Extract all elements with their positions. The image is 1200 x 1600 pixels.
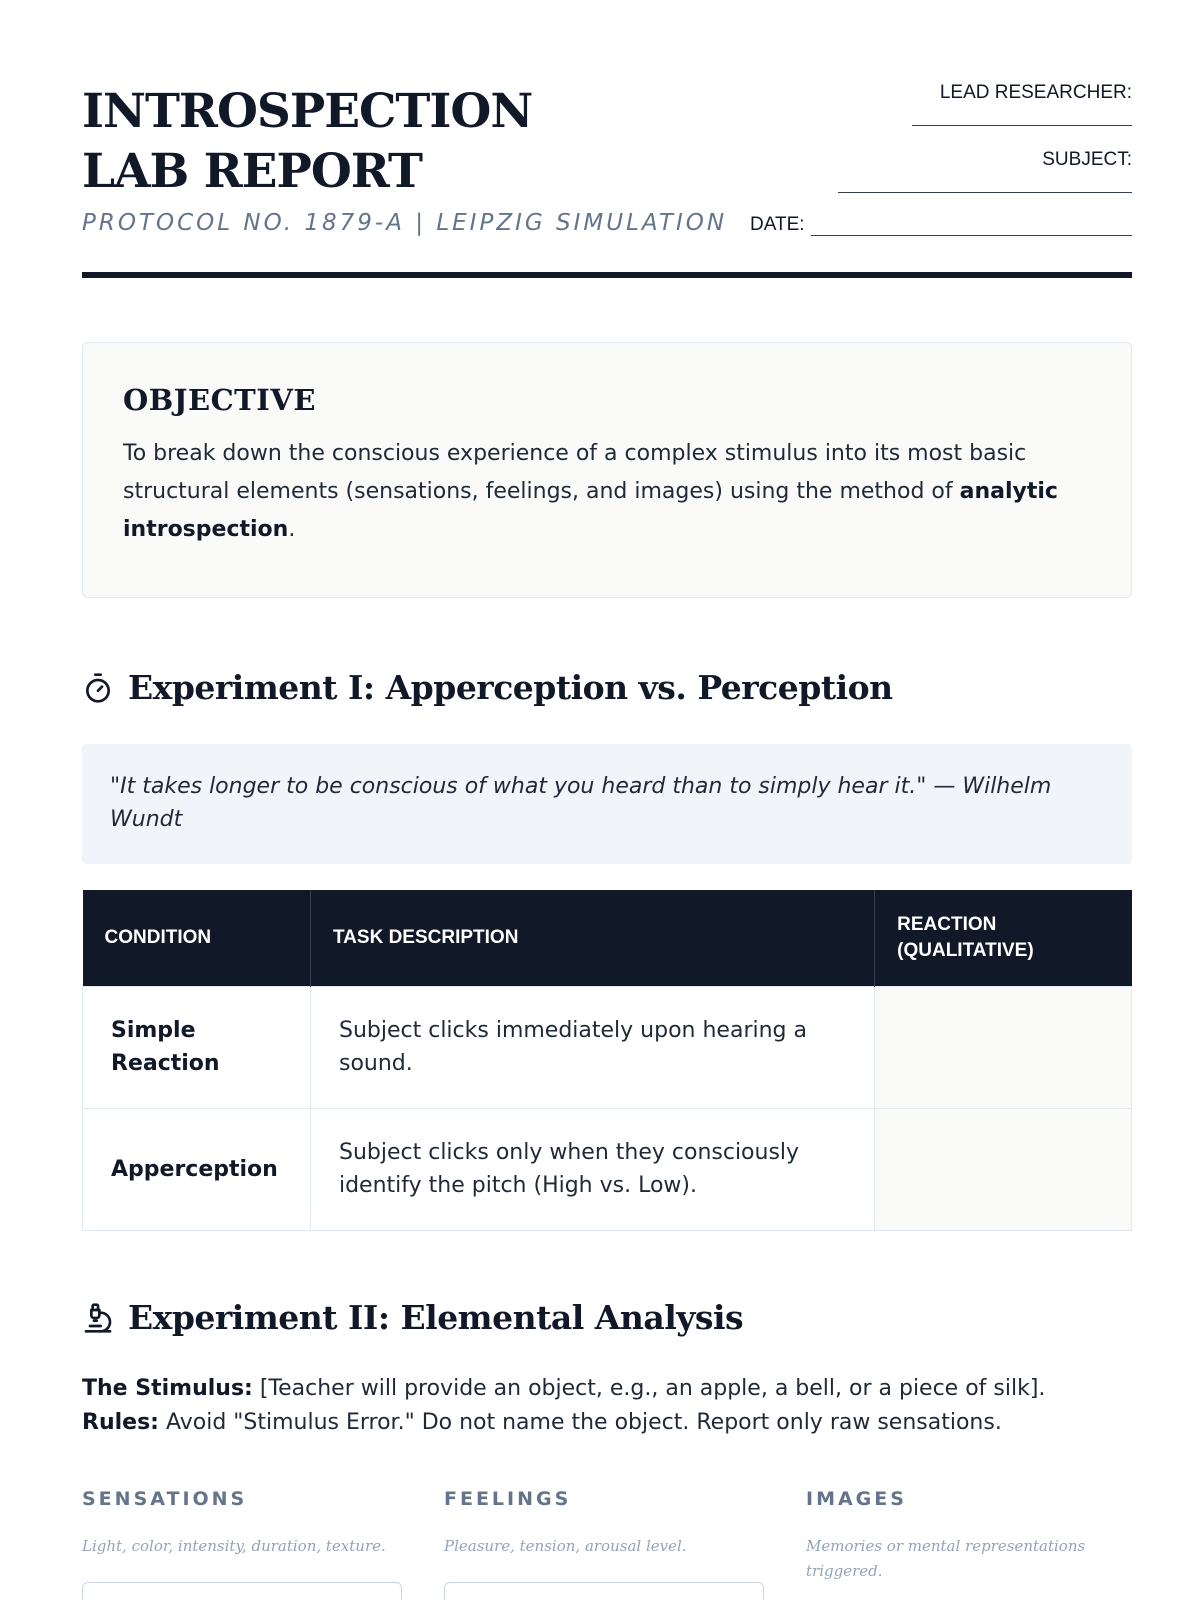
rules-text: Avoid "Stimulus Error." Do not name the object. Report only raw sensations. <box>158 1410 1002 1435</box>
feelings-column <box>444 1488 764 1584</box>
lead-researcher-field[interactable] <box>912 116 1132 126</box>
objective-text-emphasis: analytic introspection <box>123 479 1058 542</box>
analysis-columns <box>82 1488 1132 1600</box>
col-task-description: TASK DESCRIPTION <box>310 890 874 986</box>
table-row <box>83 1108 1132 1230</box>
images-heading: IMAGES <box>806 1488 907 1510</box>
reaction-input-cell[interactable] <box>875 1108 1132 1230</box>
condition-cell: Simple Reaction <box>83 986 311 1108</box>
report-title: INTROSPECTION LAB REPORT <box>82 84 533 199</box>
condition-cell: Apperception <box>83 1108 311 1230</box>
sensations-hint: Light, color, intensity, duration, texture. <box>82 1537 386 1555</box>
objective-heading: OBJECTIVE <box>123 383 316 417</box>
task-cell: Subject clicks immediately upon hearing a sound. <box>310 986 874 1108</box>
objective-box <box>82 342 1132 598</box>
microscope-icon <box>82 1302 114 1334</box>
stimulus-instructions <box>82 1372 1132 1440</box>
images-column <box>806 1488 1126 1584</box>
task-cell: Subject clicks only when they consciously identify the pitch (High vs. Low). <box>310 1108 874 1230</box>
lead-researcher-label: LEAD RESEARCHER: <box>939 82 1132 103</box>
subject-label: SUBJECT: <box>1042 149 1132 170</box>
col-reaction: REACTION (QUALITATIVE) <box>875 890 1132 986</box>
sensations-column <box>82 1488 402 1584</box>
table-header-row <box>83 890 1132 986</box>
stimulus-line <box>82 1372 1132 1406</box>
stimulus-text: [Teacher will provide an object, e.g., an apple, a bell, or a piece of silk]. <box>252 1376 1046 1401</box>
feelings-heading: FEELINGS <box>444 1488 572 1510</box>
objective-text-part: To break down the conscious experience of a complex stimulus into its most basic structural elements (sensations, feelings, and images) using the method of <box>123 441 1027 504</box>
experiment1-table <box>82 890 1132 1231</box>
feelings-input[interactable] <box>444 1582 764 1600</box>
table-row <box>83 986 1132 1108</box>
experiment1-title <box>82 668 893 707</box>
stimulus-label: The Stimulus: <box>82 1376 253 1401</box>
subject-field[interactable] <box>838 183 1132 193</box>
date-field[interactable] <box>811 222 1132 236</box>
images-hint: Memories or mental representations triggered. <box>806 1537 1086 1580</box>
feelings-hint: Pleasure, tension, arousal level. <box>444 1537 687 1555</box>
stopwatch-icon <box>82 672 114 704</box>
experiment2-title-text: Experiment II: Elemental Analysis <box>128 1298 744 1337</box>
objective-text <box>123 435 1091 549</box>
report-header <box>82 82 1132 278</box>
col-condition: CONDITION <box>83 890 311 986</box>
objective-text-end: . <box>288 517 296 542</box>
rules-line <box>82 1406 1132 1440</box>
experiment2-title <box>82 1298 743 1337</box>
date-row <box>750 214 1132 236</box>
sensations-input[interactable] <box>82 1582 402 1600</box>
protocol-number: PROTOCOL NO. 1879-A | LEIPZIG SIMULATION <box>82 210 728 236</box>
date-label: DATE: <box>750 214 805 235</box>
sensations-heading: SENSATIONS <box>82 1488 248 1510</box>
rules-label: Rules: <box>82 1410 159 1435</box>
experiment1-title-text: Experiment I: Apperception vs. Perception <box>128 668 893 707</box>
wundt-quote: "It takes longer to be conscious of what you heard than to simply hear it." — Wilhelm Wundt <box>82 744 1132 864</box>
reaction-input-cell[interactable] <box>875 986 1132 1108</box>
